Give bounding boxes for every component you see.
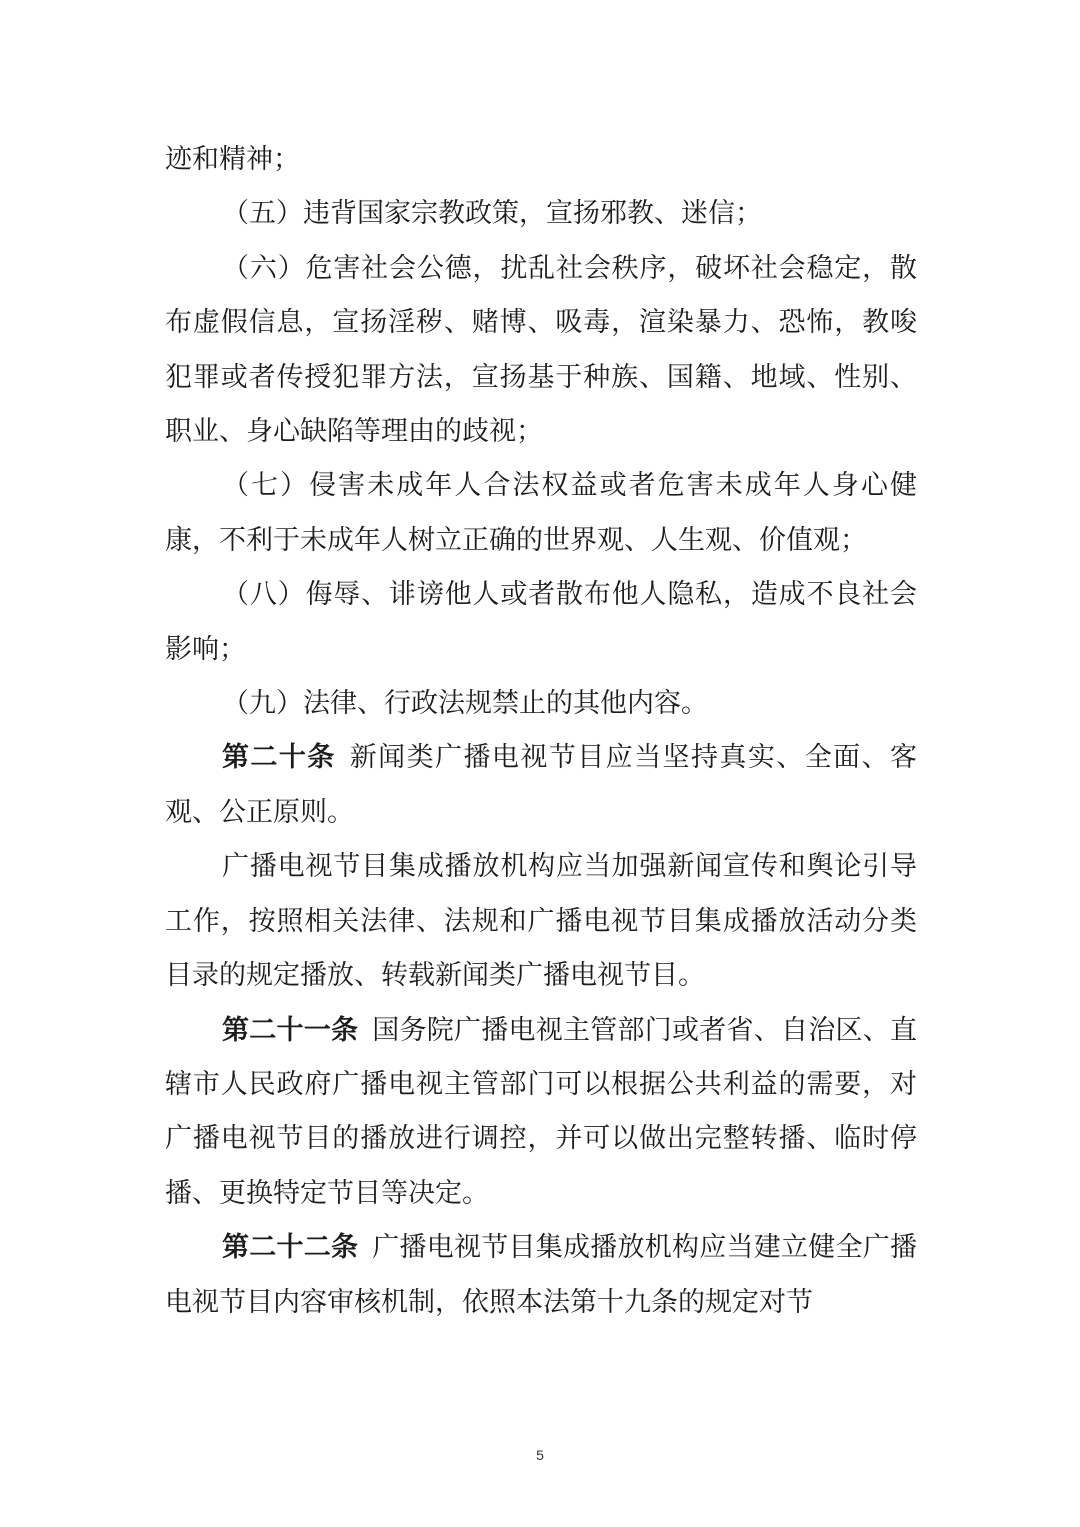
list-item-5: （五）违背国家宗教政策，宣扬邪教、迷信； xyxy=(222,198,762,230)
article-20 xyxy=(165,731,917,840)
document-body xyxy=(165,133,917,1330)
paragraph-continuation: 迹和精神； xyxy=(165,144,300,175)
list-item-6: （六）危害社会公德，扰乱社会秩序，破坏社会稳定，散布虚假信息，宣扬淫秽、赌博、吸毒，渲染暴力、恐怖，教唆犯罪或者传授犯罪方法，宣扬基于种族、国籍、地域、性别、职业、身心缺陷等理由的歧视； xyxy=(165,252,917,448)
article-text: 广播电视节目集成播放机构应当建立健全广播电视节目内容审核机制，依照本法第十九条的规定对节 xyxy=(165,1232,917,1318)
article-number: 第二十条 xyxy=(222,742,336,774)
page-number: 5 xyxy=(536,1447,544,1463)
article-20-paragraph-2: 广播电视节目集成播放机构应当加强新闻宣传和舆论引导工作，按照相关法律、法规和广播电视节目集成播放活动分类目录的规定播放、转载新闻类广播电视节目。 xyxy=(165,851,917,992)
article-text: 国务院广播电视主管部门或者省、自治区、直辖市人民政府广播电视主管部门可以根据公共利益的需要，对广播电视节目的播放进行调控，并可以做出完整转播、临时停播、更换特定节目等决定。 xyxy=(165,1014,917,1209)
article-number: 第二十一条 xyxy=(222,1014,359,1046)
list-item-7: （七）侵害未成年人合法权益或者危害未成年人身心健康，不利于未成年人树立正确的世界观、人生观、价值观； xyxy=(165,470,917,556)
list-item-8: （八）侮辱、诽谤他人或者散布他人隐私，造成不良社会影响； xyxy=(165,579,917,665)
article-text: 新闻类广播电视节目应当坚持真实、全面、客观、公正原则。 xyxy=(165,742,918,828)
article-number: 第二十二条 xyxy=(222,1232,359,1264)
article-21 xyxy=(165,1004,917,1222)
list-item-9: （九）法律、行政法规禁止的其他内容。 xyxy=(222,688,708,720)
article-22 xyxy=(165,1221,917,1330)
